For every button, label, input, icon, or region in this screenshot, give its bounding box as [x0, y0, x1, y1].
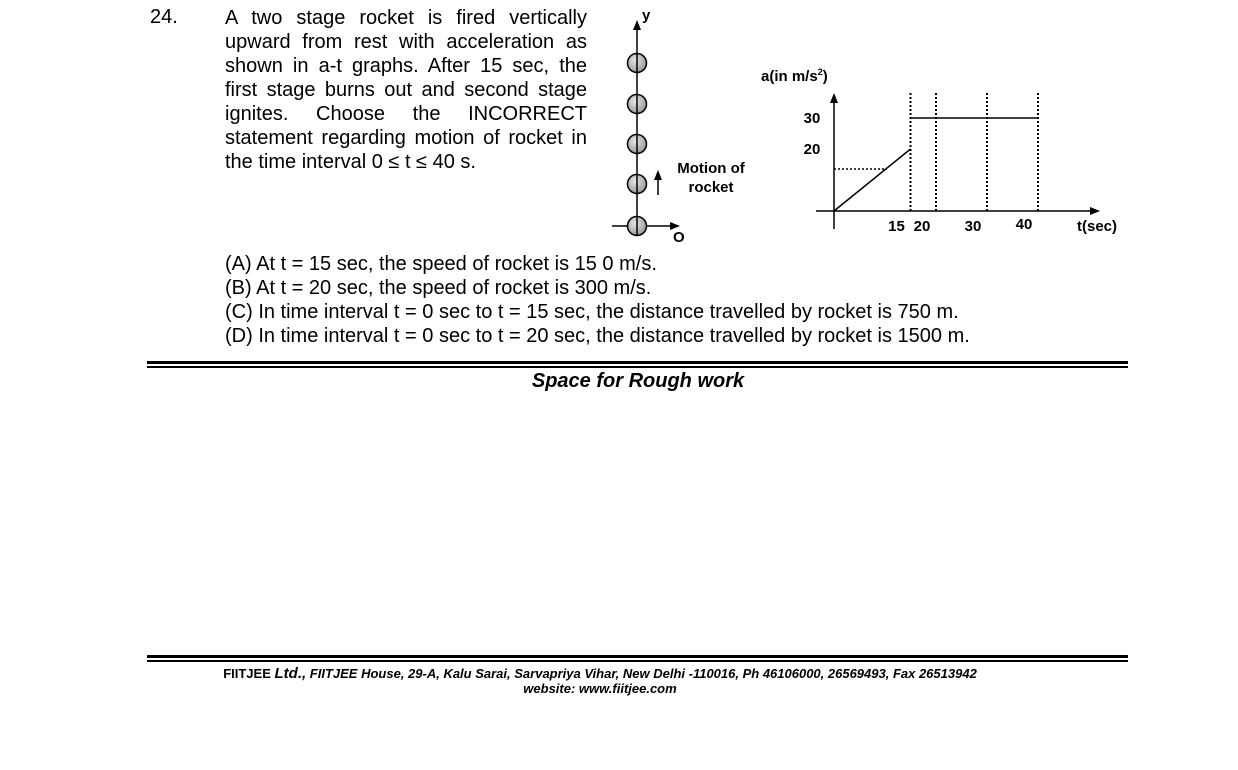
- y-tick-label: 20: [803, 141, 821, 158]
- options-list: [225, 252, 970, 348]
- x-tick-label: 15: [888, 218, 905, 235]
- footer-ltd: Ltd.,: [274, 665, 307, 682]
- a-axis-arrow-icon: [830, 93, 838, 103]
- motion-label-1: Motion of: [677, 160, 745, 177]
- footer-brand: FIITJEE: [223, 666, 271, 681]
- x-tick-label: 40: [1015, 216, 1033, 233]
- rocket-motion-diagram: [612, 7, 746, 246]
- physics-figure: [0, 0, 1238, 260]
- option-c[interactable]: (C) In time interval t = 0 sec to t = 15 sec, the distance travelled by rocket is 750 m.: [225, 301, 959, 323]
- acceleration-series-line: [834, 149, 911, 211]
- footer-address: [0, 665, 1200, 682]
- footer-address-text: FIITJEE House, 29-A, Kalu Sarai, Sarvapriya Vihar, New Delhi -110016, Ph 46106000, 26569493, Fax 26513942: [309, 666, 977, 681]
- a-axis-label: a(in $m/s^2$): [761, 67, 828, 85]
- option-d[interactable]: (D) In time interval t = 0 sec to t = 20 sec, the distance travelled by rocket is 1500 m.: [225, 325, 970, 347]
- divider-bottom-thick: [147, 655, 1128, 658]
- x-tick-label: 30: [964, 218, 982, 235]
- question-body: A two stage rocket is fired vertically upward from rest with acceleration as shown in a-t graphs. After 15 sec, the first stage burns out and second stage ignites. Choose the INCORRECT statement regarding motion of rocket in the time interval 0 ≤ t ≤ 40 s.: [225, 7, 587, 173]
- a-t-graph: [761, 67, 1117, 235]
- y-label: y: [642, 7, 651, 24]
- footer-website: website: www.fiitjee.com: [523, 681, 677, 696]
- divider-top-thick: [147, 361, 1128, 364]
- option-b[interactable]: (B) At t = 20 sec, the speed of rocket is 300 m/s.: [225, 277, 652, 299]
- x-tick-label: 20: [913, 218, 931, 235]
- divider-bottom-thin: [147, 660, 1128, 662]
- motion-label-2: rocket: [688, 179, 734, 196]
- y-axis-arrow-icon: [633, 20, 641, 30]
- origin-label: O: [673, 229, 685, 246]
- divider-top-thin: [147, 366, 1128, 368]
- motion-arrow-icon: [654, 170, 662, 180]
- t-axis-arrow-icon: [1090, 207, 1100, 215]
- t-axis-label: t(sec): [1077, 218, 1118, 235]
- question-number: 24.: [150, 6, 178, 28]
- rough-work-heading: Space for Rough work: [531, 370, 745, 392]
- option-a[interactable]: (A) At t = 15 sec, the speed of rocket is 15 0 m/s.: [225, 253, 657, 275]
- y-tick-label: 30: [803, 110, 821, 127]
